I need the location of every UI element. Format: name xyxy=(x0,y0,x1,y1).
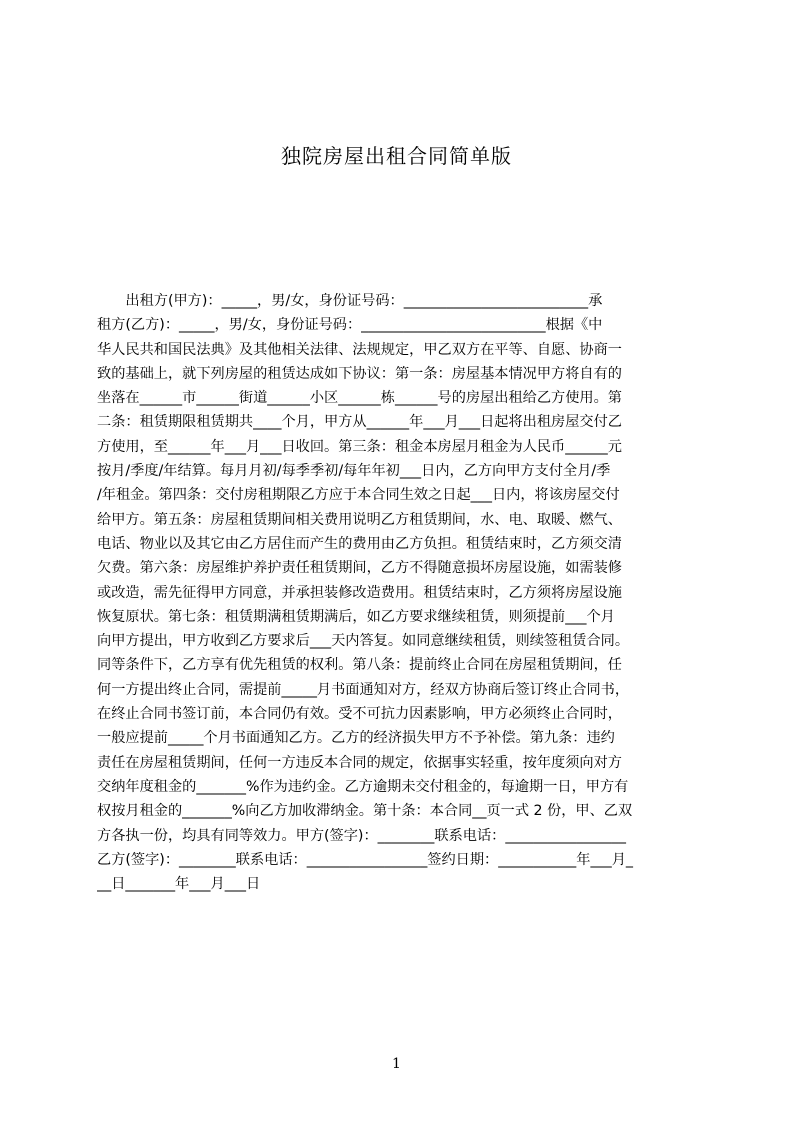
body-line: 给甲方。第五条：房屋租赁期间相关费用说明乙方租赁期间，水、电、取暖、燃气、 xyxy=(97,511,622,528)
body-line: 权按月租金的_______%向乙方加收滞纳金。第十条：本合同__页一式 2 份，甲、乙双 xyxy=(97,803,633,820)
document-title: 独院房屋出租合同简单版 xyxy=(281,144,512,168)
body-line: 方使用，至______年___月___日收回。第三条：租金本房屋月租金为人民币______元 xyxy=(97,438,622,455)
body-line: 向甲方提出，甲方收到乙方要求后___天内答复。如同意继续租赁，则续签租赁合同。 xyxy=(97,633,630,650)
body-line: 一般应提前_____个月书面通知乙方。乙方的经济损失甲方不予补偿。第九条：违约 xyxy=(97,730,615,747)
body-line: 或改造，需先征得甲方同意，并承担装修改造费用。租赁结束时，乙方须将房屋设施 xyxy=(97,584,622,601)
body-line: 交纳年度租金的_______%作为违约金。乙方逾期未交付租金的，每逾期一日，甲方有 xyxy=(97,778,629,795)
body-line: 电话、物业以及其它由乙方居住而产生的费用由乙方负担。租赁结束时，乙方须交清 xyxy=(97,535,622,552)
body-line: __日_______年___月___日 xyxy=(97,876,261,893)
body-line: 华人民共和国民法典》及其他相关法律、法规规定，甲乙双方在平等、自愿、协商一 xyxy=(97,341,622,358)
body-line: /年租金。第四条：交付房租期限乙方应于本合同生效之日起___日内，将该房屋交付 xyxy=(97,487,620,504)
body-line: 责任在房屋租赁期间，任何一方违反本合同的规定，依据事实轻重，按年度须向对方 xyxy=(97,754,622,771)
body-line: 二条：租赁期限租赁期共____个月，甲方从______年___月___日起将出租房屋交付乙 xyxy=(97,414,622,431)
body-line: 何一方提出终止合同，需提前_____月书面通知对方，经双方协商后签订终止合同书， xyxy=(97,681,630,698)
body-line: 恢复原状。第七条：租赁期满租赁期满后，如乙方要求继续租赁，则须提前___个月 xyxy=(97,608,615,625)
body-line: 欠费。第六条：房屋维护养护责任租赁期间，乙方不得随意损坏房屋设施，如需装修 xyxy=(97,560,622,577)
body-line: 在终止合同书签订前，本合同仍有效。受不可抗力因素影响，甲方必须终止合同时， xyxy=(97,706,622,723)
body-line: 同等条件下，乙方享有优先租赁的权利。第八条：提前终止合同在房屋租赁期间，任 xyxy=(97,657,622,674)
body-line: 按月/季度/年结算。每月月初/每季季初/每年年初___日内，乙方向甲方支付全月/季 xyxy=(97,463,611,480)
body-line: 致的基础上，就下列房屋的租赁达成如下协议：第一条：房屋基本情况甲方将自有的 xyxy=(97,365,622,382)
body-line: 方各执一份，均具有同等效力。甲方(签字)：________联系电话：_________________ xyxy=(97,827,626,844)
page-number: 1 xyxy=(392,1056,401,1072)
body-line: 租方(乙方)：_____，男/女，身份证号码：__________________________根据《中 xyxy=(97,317,603,334)
body-line: 乙方(签字)：________联系电话：_________________签约日期：___________年___月_ xyxy=(97,851,634,868)
body-line: 出租方(甲方)：_____，男/女，身份证号码：__________________________承 xyxy=(97,293,603,309)
document-body xyxy=(97,289,700,896)
body-line: 坐落在______市______街道______小区______栋______号的房屋出租给乙方使用。第 xyxy=(97,390,622,407)
